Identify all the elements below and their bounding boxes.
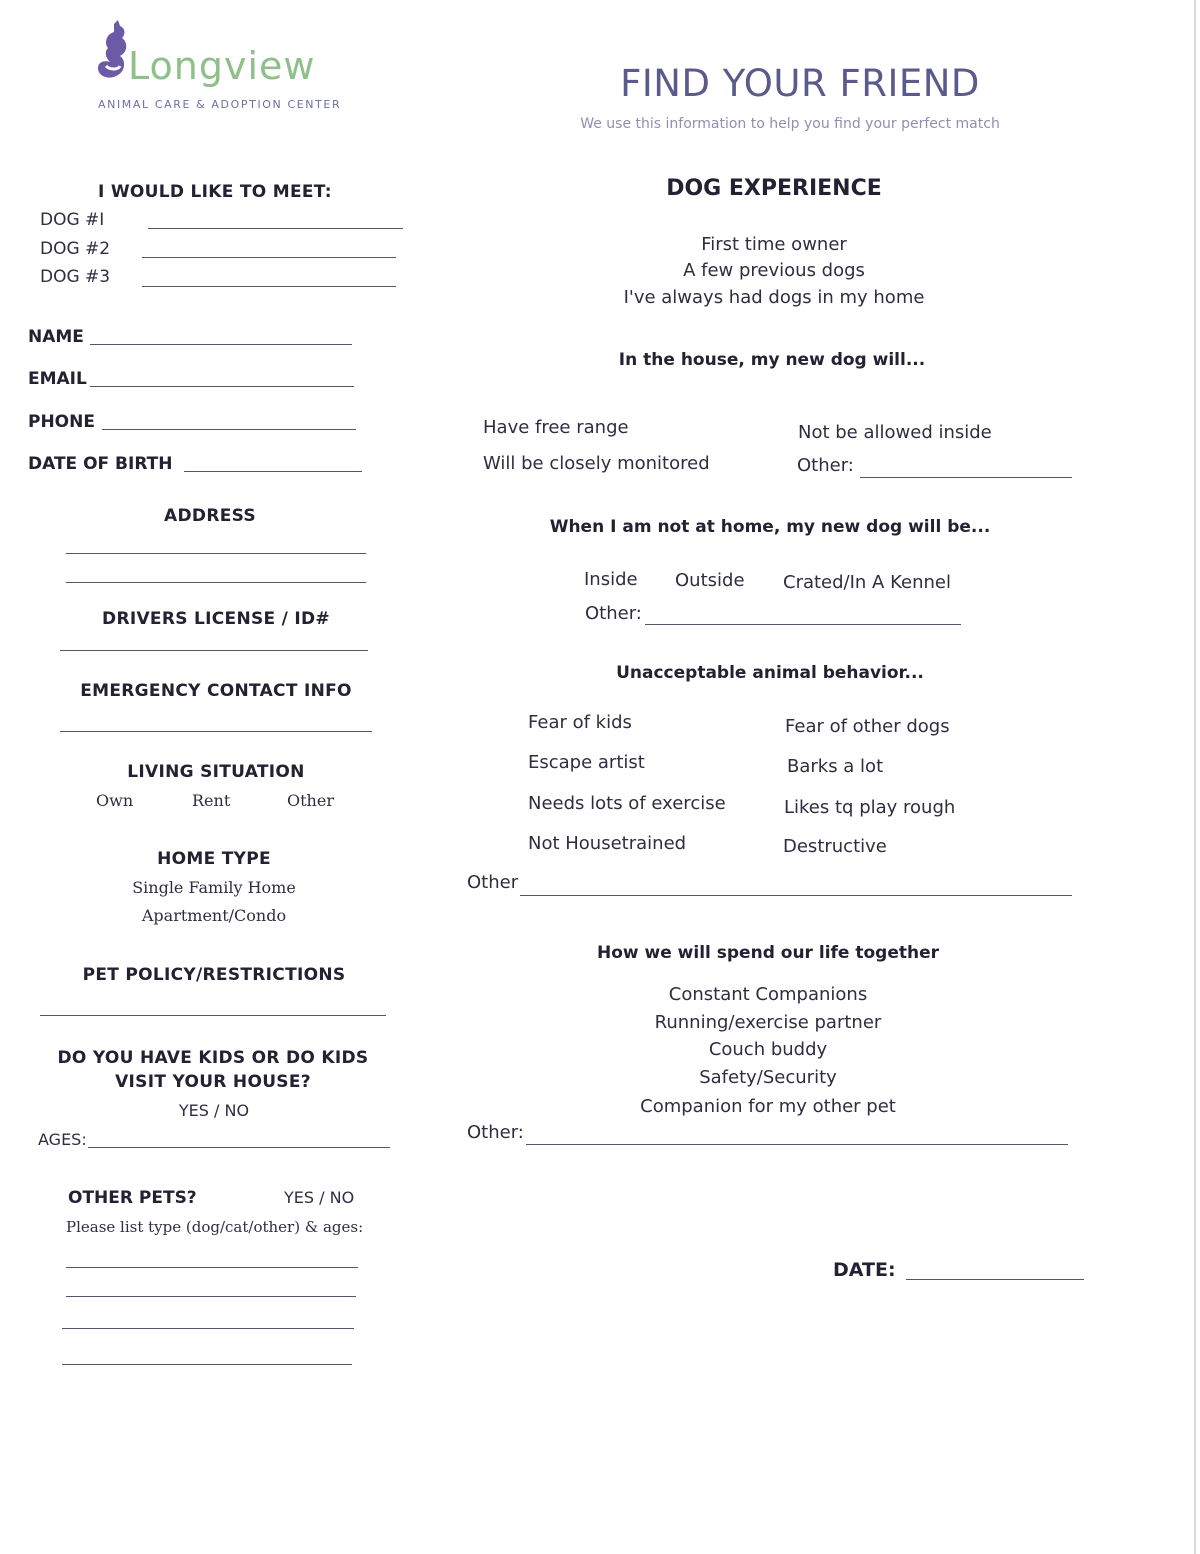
home-type-heading: HOME TYPE: [157, 849, 271, 869]
date-label: DATE:: [833, 1259, 896, 1281]
dog3-field[interactable]: [142, 286, 396, 287]
behavior-destructive[interactable]: Destructive: [783, 836, 887, 857]
page-subtitle: We use this information to help you find your perfect match: [580, 116, 1000, 132]
other-pets-line-3[interactable]: [62, 1328, 354, 1329]
behavior-not-housetrained[interactable]: Not Housetrained: [528, 833, 687, 854]
meet-heading: I WOULD LIKE TO MEET:: [98, 182, 332, 202]
kids-yes-no[interactable]: YES / NO: [178, 1101, 250, 1120]
house-free-range[interactable]: Have free range: [483, 417, 629, 438]
life-other-label: Other:: [467, 1122, 524, 1143]
living-rent[interactable]: Rent: [192, 791, 231, 810]
pet-policy-heading: PET POLICY/RESTRICTIONS: [82, 965, 346, 985]
license-heading: DRIVERS LICENSE / ID#: [102, 609, 330, 629]
email-label: EMAIL: [28, 369, 87, 389]
house-other-label: Other:: [797, 455, 854, 476]
page-title: FIND YOUR FRIEND: [620, 62, 980, 105]
kids-heading-line2: VISIT YOUR HOUSE?: [115, 1072, 311, 1092]
email-field[interactable]: [90, 386, 354, 387]
life-couch-buddy[interactable]: Couch buddy: [708, 1039, 828, 1060]
pet-policy-field[interactable]: [40, 1015, 386, 1016]
dog3-label: DOG #3: [40, 267, 111, 287]
other-pets-note: Please list type (dog/cat/other) & ages:: [66, 1218, 364, 1236]
address-line-1[interactable]: [66, 553, 366, 554]
away-other-field[interactable]: [645, 624, 961, 625]
name-field[interactable]: [90, 344, 352, 345]
life-constant-companions[interactable]: Constant Companions: [668, 984, 868, 1005]
other-pets-label: OTHER PETS?: [68, 1188, 197, 1208]
house-heading: In the house, my new dog will...: [618, 350, 926, 370]
behavior-plays-rough[interactable]: Likes tq play rough: [784, 797, 956, 818]
dog2-label: DOG #2: [40, 239, 111, 259]
name-label: NAME: [28, 327, 84, 347]
living-heading: LIVING SITUATION: [127, 762, 305, 782]
dob-field[interactable]: [184, 471, 362, 472]
other-pets-line-2[interactable]: [66, 1296, 356, 1297]
phone-label: PHONE: [28, 412, 95, 432]
away-crated[interactable]: Crated/In A Kennel: [783, 572, 951, 593]
experience-heading: DOG EXPERIENCE: [666, 176, 882, 201]
house-monitored[interactable]: Will be closely monitored: [483, 453, 710, 474]
life-running-partner[interactable]: Running/exercise partner: [654, 1012, 882, 1033]
behavior-other-field[interactable]: [520, 895, 1072, 896]
kids-heading-line1: DO YOU HAVE KIDS OR DO KIDS: [57, 1048, 369, 1068]
house-not-inside[interactable]: Not be allowed inside: [798, 422, 992, 443]
license-field[interactable]: [60, 650, 368, 651]
experience-first-time[interactable]: First time owner: [701, 234, 847, 255]
dog2-field[interactable]: [142, 257, 396, 258]
living-own[interactable]: Own: [96, 791, 134, 810]
page-edge: [1194, 0, 1196, 1554]
house-other-field[interactable]: [860, 477, 1072, 478]
experience-few-dogs[interactable]: A few previous dogs: [683, 260, 865, 281]
logo-tagline: ANIMAL CARE & ADOPTION CENTER: [98, 98, 342, 111]
away-outside[interactable]: Outside: [675, 570, 745, 591]
other-pets-line-1[interactable]: [66, 1267, 358, 1268]
emergency-heading: EMERGENCY CONTACT INFO: [80, 681, 352, 701]
address-line-2[interactable]: [66, 582, 366, 583]
away-inside[interactable]: Inside: [584, 569, 638, 590]
behavior-escape-artist[interactable]: Escape artist: [528, 752, 645, 773]
dog1-label: DOG #I: [40, 210, 105, 230]
address-heading: ADDRESS: [164, 506, 256, 526]
life-other-field[interactable]: [526, 1144, 1068, 1145]
date-field[interactable]: [906, 1279, 1084, 1280]
living-other[interactable]: Other: [287, 791, 334, 810]
other-pets-line-4[interactable]: [62, 1364, 352, 1365]
behavior-heading: Unacceptable animal behavior...: [616, 663, 924, 683]
away-other-label: Other:: [585, 603, 642, 624]
behavior-other-label: Other: [467, 872, 519, 893]
dog-cat-logo-icon: [92, 20, 132, 84]
behavior-needs-exercise[interactable]: Needs lots of exercise: [528, 793, 726, 814]
life-heading: How we will spend our life together: [596, 943, 940, 963]
home-single-family[interactable]: Single Family Home: [132, 878, 296, 897]
dob-label: DATE OF BIRTH: [28, 454, 173, 474]
experience-always[interactable]: I've always had dogs in my home: [623, 287, 925, 308]
ages-field[interactable]: [88, 1147, 390, 1148]
dog1-field[interactable]: [148, 228, 403, 229]
phone-field[interactable]: [102, 429, 356, 430]
other-pets-yes-no[interactable]: YES / NO: [284, 1188, 355, 1207]
behavior-fear-dogs[interactable]: Fear of other dogs: [785, 716, 950, 737]
behavior-fear-kids[interactable]: Fear of kids: [528, 712, 632, 733]
behavior-barks[interactable]: Barks a lot: [787, 756, 884, 777]
emergency-field[interactable]: [60, 731, 372, 732]
ages-label: AGES:: [38, 1130, 87, 1149]
away-heading: When I am not at home, my new dog will be...: [549, 517, 991, 537]
home-apartment[interactable]: Apartment/Condo: [141, 906, 287, 925]
life-safety-security[interactable]: Safety/Security: [699, 1067, 837, 1088]
life-companion-other-pet[interactable]: Companion for my other pet: [640, 1096, 896, 1117]
logo-wordmark: Longview: [128, 44, 316, 88]
